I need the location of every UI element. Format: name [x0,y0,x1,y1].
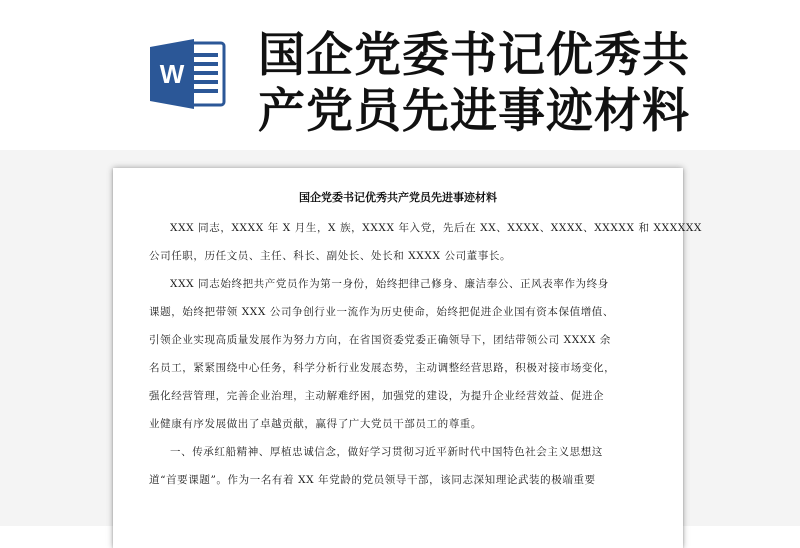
paragraph-line: 名员工，紧紧围绕中心任务，科学分析行业发展态势，主动调整经营思路，积极对接市场变化， [149,362,616,374]
paragraph-line: 道“首要课题”。作为一名有着 XX 年党龄的党员领导干部，该同志深知理论武装的极端重要 [149,474,596,486]
paragraph-line: 引领企业实现高质量发展作为努力方向，在省国资委党委正确领导下，团结带领公司 XXXX 余 [149,334,611,346]
banner-title-line-2: 产党员先进事迹材料 [258,84,690,139]
paragraph-line: 课题，始终把带领 XXX 公司争创行业一流作为历史使命，始终把促进企业国有资本保值增值、 [149,306,614,318]
svg-text:W: W [159,59,185,89]
word-document-icon [150,37,226,111]
banner [0,0,800,150]
paragraph-line: 强化经营管理，完善企业治理，主动解难纾困，加强党的建设，为提升企业经营效益、促进企 [149,390,605,402]
banner-title [258,28,778,140]
paragraph-line: 一、传承红船精神、厚植忠诚信念，做好学习贯彻习近平新时代中国特色社会主义思想这 [170,446,603,458]
document-page [113,168,702,548]
paragraph-line: 公司任职，历任文员、主任、科长、副处长、处长和 XXXX 公司董事长。 [149,250,512,262]
banner-title-line-1: 国企党委书记优秀共 [258,28,690,83]
document-title: 国企党委书记优秀共产党员先进事迹材料 [299,191,497,204]
paragraph-line: XXX 同志，XXXX 年 X 月生，X 族，XXXX 年入党，先后在 XX、XXXX、XXXX、XXXXX 和 XXXXXX [170,222,702,234]
paragraph-line: XXX 同志始终把共产党员作为第一身份，始终把律己修身、廉洁奉公、正风表率作为终身 [170,278,609,290]
paragraph-line: 业健康有序发展做出了卓越贡献，赢得了广大党员干部员工的尊重。 [149,418,482,430]
